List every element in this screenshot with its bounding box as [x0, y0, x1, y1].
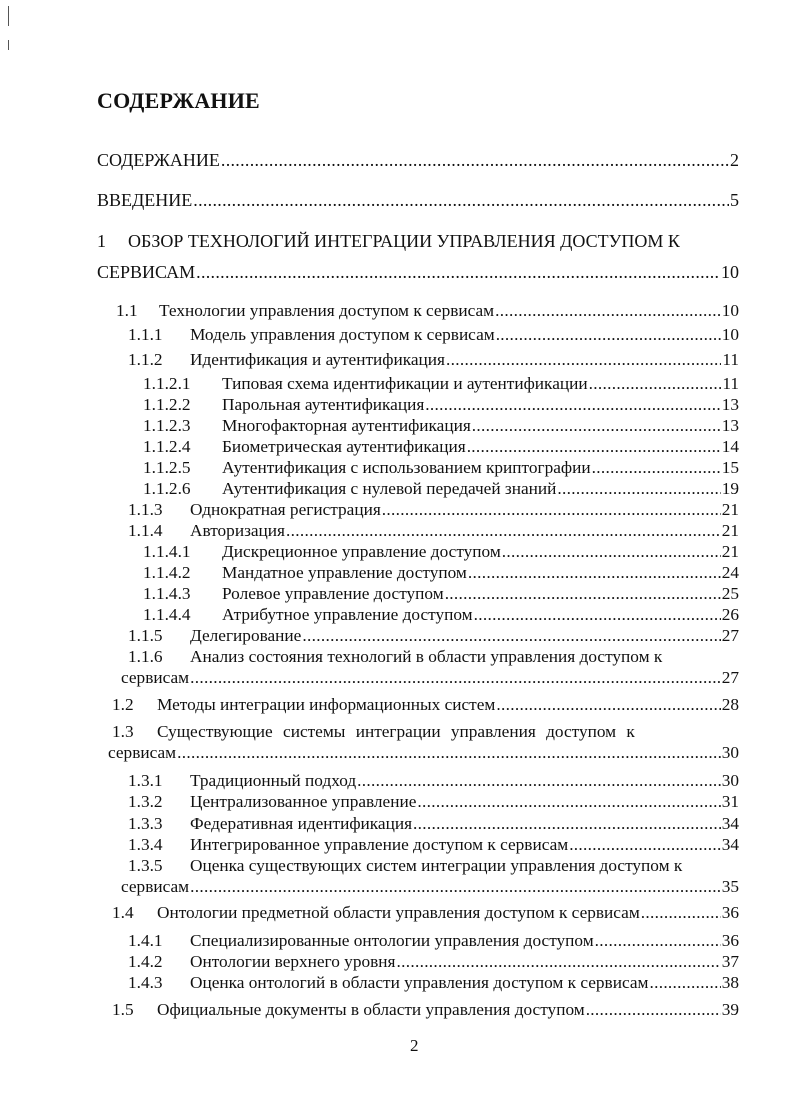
toc-entry-title: Атрибутное управление доступом	[222, 605, 473, 624]
toc-entry[interactable]	[97, 190, 739, 211]
toc-entry-title: Централизованное управление	[190, 792, 417, 811]
toc-entry-continuation[interactable]	[108, 743, 739, 763]
toc-entry-title: ОБЗОР ТЕХНОЛОГИЙ ИНТЕГРАЦИИ УПРАВЛЕНИЯ ДОСТУПОМ К	[128, 231, 680, 251]
toc-entry[interactable]	[128, 856, 682, 876]
leader-dots	[221, 150, 729, 171]
toc-entry-number: 1.3.2	[128, 792, 163, 811]
toc-entry-number: 1.1	[116, 301, 138, 320]
leader-dots	[557, 479, 720, 499]
toc-entry-title-cont: сервисам	[108, 743, 177, 762]
leader-dots	[649, 973, 720, 993]
toc-entry[interactable]	[128, 835, 739, 855]
toc-entry-number: 1.5	[112, 1000, 134, 1019]
toc-entry-title: Мандатное управление доступом	[222, 563, 467, 582]
toc-entry[interactable]	[112, 1000, 739, 1020]
leader-dots	[425, 395, 720, 415]
toc-entry-title: Официальные документы в области управления доступом	[157, 1000, 585, 1019]
toc-entry[interactable]	[128, 325, 739, 345]
leader-dots	[302, 626, 720, 646]
leader-dots	[382, 500, 721, 520]
toc-entry-page: 37	[721, 952, 739, 971]
toc-entry-page: 34	[721, 835, 739, 854]
toc-entry-page: 36	[721, 931, 739, 950]
toc-entry-title: Аутентификация с использованием криптографии	[222, 458, 591, 477]
leader-dots	[496, 695, 720, 715]
toc-entry-number: 1.1.5	[128, 626, 163, 645]
scan-mark	[8, 6, 9, 26]
toc-entry-page: 25	[721, 584, 739, 603]
toc-entry-number: 1.3.3	[128, 814, 163, 833]
leader-dots	[472, 416, 721, 436]
toc-entry-page: 13	[721, 395, 739, 414]
leader-dots	[474, 605, 721, 625]
toc-entry-number: 1.4.3	[128, 973, 163, 992]
toc-entry-page: 35	[721, 877, 739, 896]
toc-entry-number: 1.3.5	[128, 856, 163, 875]
toc-entry-page: 36	[721, 903, 739, 922]
toc-entry-title: Существующие системы интеграции управления доступом к	[157, 722, 635, 741]
leader-dots	[502, 542, 721, 562]
toc-entry-page: 21	[721, 521, 739, 540]
leader-dots	[190, 877, 721, 897]
toc-entry[interactable]	[112, 722, 635, 742]
leader-dots	[467, 437, 721, 457]
toc-entry[interactable]	[128, 931, 739, 951]
toc-entry-number: 1.1.2.1	[143, 374, 191, 393]
toc-entry-page: 30	[721, 743, 739, 762]
toc-entry-continuation[interactable]	[97, 262, 739, 283]
toc-entry-title: Идентификация и аутентификация	[190, 350, 445, 369]
leader-dots	[177, 743, 721, 763]
leader-dots	[592, 458, 721, 478]
toc-entry-number: 1.1.2.5	[143, 458, 191, 477]
toc-entry[interactable]	[128, 792, 739, 812]
toc-entry-title: Анализ состояния технологий в области управления доступом к	[190, 647, 663, 666]
toc-entry-page: 14	[721, 437, 739, 456]
toc-entry-title: Типовая схема идентификации и аутентификации	[222, 374, 588, 393]
toc-entry-title: Специализированные онтологии управления доступом	[190, 931, 594, 950]
toc-entry-title: Однократная регистрация	[190, 500, 381, 519]
toc-entry-number: 1.1.4.3	[143, 584, 191, 603]
toc-entry-page: 11	[722, 350, 739, 369]
page-title: СОДЕРЖАНИЕ	[97, 88, 260, 113]
toc-entry[interactable]	[112, 903, 739, 923]
leader-dots	[496, 325, 721, 345]
leader-dots	[569, 835, 721, 855]
toc-entry-page: 28	[721, 695, 739, 714]
toc-entry-title: Парольная аутентификация	[222, 395, 425, 414]
toc-entry[interactable]	[112, 695, 739, 715]
toc-entry-number: 1.4	[112, 903, 134, 922]
toc-entry-page: 21	[721, 500, 739, 519]
leader-dots	[445, 584, 721, 604]
toc-entry-title: Федеративная идентификация	[190, 814, 413, 833]
toc-entry[interactable]	[128, 500, 739, 520]
toc-entry[interactable]	[143, 437, 739, 457]
toc-entry-title-cont: сервисам	[121, 668, 190, 687]
leader-dots	[357, 771, 721, 791]
toc-entry-page: 26	[721, 605, 739, 624]
toc-entry-number: 1.1.4.4	[143, 605, 191, 624]
leader-dots	[589, 374, 722, 394]
toc-entry[interactable]	[143, 479, 739, 499]
leader-dots	[446, 350, 721, 370]
toc-entry-title: Авторизация	[190, 521, 286, 540]
toc-entry-page: 27	[721, 668, 739, 687]
toc-entry[interactable]	[97, 150, 739, 171]
toc-entry[interactable]	[116, 301, 739, 321]
toc-entry-page: 15	[721, 458, 739, 477]
toc-entry-title: Технологии управления доступом к сервисам	[159, 301, 495, 320]
toc-entry-title: Интегрированное управление доступом к сервисам	[190, 835, 569, 854]
page-number: 2	[410, 1036, 419, 1055]
toc-entry[interactable]	[128, 973, 739, 993]
toc-entry-number: 1.3.4	[128, 835, 163, 854]
leader-dots	[396, 952, 720, 972]
leader-dots	[193, 190, 729, 211]
toc-entry-page: 31	[721, 792, 739, 811]
toc-entry[interactable]	[143, 458, 739, 478]
toc-entry-page: 2	[730, 150, 739, 170]
toc-entry[interactable]	[143, 563, 739, 583]
leader-dots	[586, 1000, 721, 1020]
toc-entry-title: Делегирование	[190, 626, 302, 645]
toc-entry-number: 1.1.4.2	[143, 563, 191, 582]
toc-entry[interactable]	[128, 952, 739, 972]
toc-entry-page: 30	[721, 771, 739, 790]
toc-entry-number: 1.4.1	[128, 931, 163, 950]
toc-entry-number: 1.1.2.4	[143, 437, 191, 456]
leader-dots	[413, 814, 721, 834]
toc-entry-page: 24	[721, 563, 739, 582]
toc-entry-number: 1.1.2	[128, 350, 163, 369]
leader-dots	[286, 521, 721, 541]
toc-entry-page: 13	[721, 416, 739, 435]
toc-entry[interactable]	[143, 584, 739, 604]
toc-entry-page: 10	[721, 325, 739, 344]
scan-mark	[8, 40, 9, 50]
toc-entry-number: 1.1.1	[128, 325, 163, 344]
leader-dots	[196, 262, 720, 283]
toc-entry-page: 27	[721, 626, 739, 645]
toc-entry-number: 1.1.6	[128, 647, 163, 666]
toc-entry-title: Оценка онтологий в области управления доступом к сервисам	[190, 973, 649, 992]
toc-entry-number: 1.4.2	[128, 952, 163, 971]
toc-entry-page: 10	[721, 262, 739, 282]
toc-entry-number: 1.1.4.1	[143, 542, 191, 561]
leader-dots	[595, 931, 721, 951]
toc-entry-page: 11	[722, 374, 739, 393]
toc-entry[interactable]	[143, 395, 739, 415]
toc-entry-title: Онтологии предметной области управления доступом к сервисам	[157, 903, 640, 922]
toc-entry-title: Дискреционное управление доступом	[222, 542, 501, 561]
toc-entry[interactable]	[128, 350, 739, 370]
toc-entry[interactable]	[143, 374, 739, 394]
toc-entry-title: Аутентификация с нулевой передачей знаний	[222, 479, 557, 498]
toc-entry[interactable]	[97, 231, 680, 252]
toc-entry-title: СОДЕРЖАНИЕ	[97, 150, 220, 170]
leader-dots	[417, 792, 720, 812]
toc-entry-title: Традиционный подход	[190, 771, 357, 790]
toc-entry-title-cont: сервисам	[121, 877, 190, 896]
toc-entry[interactable]	[128, 626, 739, 646]
toc-entry-page: 39	[721, 1000, 739, 1019]
toc-entry[interactable]	[128, 771, 739, 791]
toc-entry-number: 1.3	[112, 722, 134, 741]
toc-entry-title: Методы интеграции информационных систем	[157, 695, 496, 714]
leader-dots	[190, 668, 721, 688]
toc-entry-page: 10	[721, 301, 739, 320]
toc-entry-title: Модель управления доступом к сервисам	[190, 325, 495, 344]
toc-entry[interactable]	[143, 605, 739, 625]
toc-entry-page: 21	[721, 542, 739, 561]
toc-entry-page: 19	[721, 479, 739, 498]
toc-entry-title: ВВЕДЕНИЕ	[97, 190, 193, 210]
toc-entry-number: 1.1.2.6	[143, 479, 191, 498]
toc-entry[interactable]	[143, 416, 739, 436]
toc-entry[interactable]	[128, 814, 739, 834]
toc-entry[interactable]	[143, 542, 739, 562]
toc-entry-number: 1	[97, 231, 106, 251]
toc-entry-number: 1.1.2.2	[143, 395, 191, 414]
toc-entry-page: 34	[721, 814, 739, 833]
toc-entry-page: 38	[721, 973, 739, 992]
toc-entry-title: Биометрическая аутентификация	[222, 437, 466, 456]
toc-entry-title: Онтологии верхнего уровня	[190, 952, 396, 971]
toc-entry-page: 5	[730, 190, 739, 210]
toc-entry-number: 1.2	[112, 695, 134, 714]
toc-entry-continuation[interactable]	[121, 877, 739, 897]
toc-entry[interactable]	[128, 521, 739, 541]
toc-entry-title: Ролевое управление доступом	[222, 584, 444, 603]
toc-entry-number: 1.1.2.3	[143, 416, 191, 435]
toc-entry-number: 1.1.3	[128, 500, 163, 519]
leader-dots	[641, 903, 721, 923]
toc-entry-title: Оценка существующих систем интеграции управления доступом к	[190, 856, 683, 875]
toc-entry[interactable]	[128, 647, 662, 667]
toc-entry-number: 1.1.4	[128, 521, 163, 540]
leader-dots	[468, 563, 721, 583]
toc-entry-number: 1.3.1	[128, 771, 163, 790]
toc-entry-title-cont: СЕРВИСАМ	[97, 262, 196, 282]
leader-dots	[495, 301, 721, 321]
toc-entry-title: Многофакторная аутентификация	[222, 416, 471, 435]
toc-entry-continuation[interactable]	[121, 668, 739, 688]
